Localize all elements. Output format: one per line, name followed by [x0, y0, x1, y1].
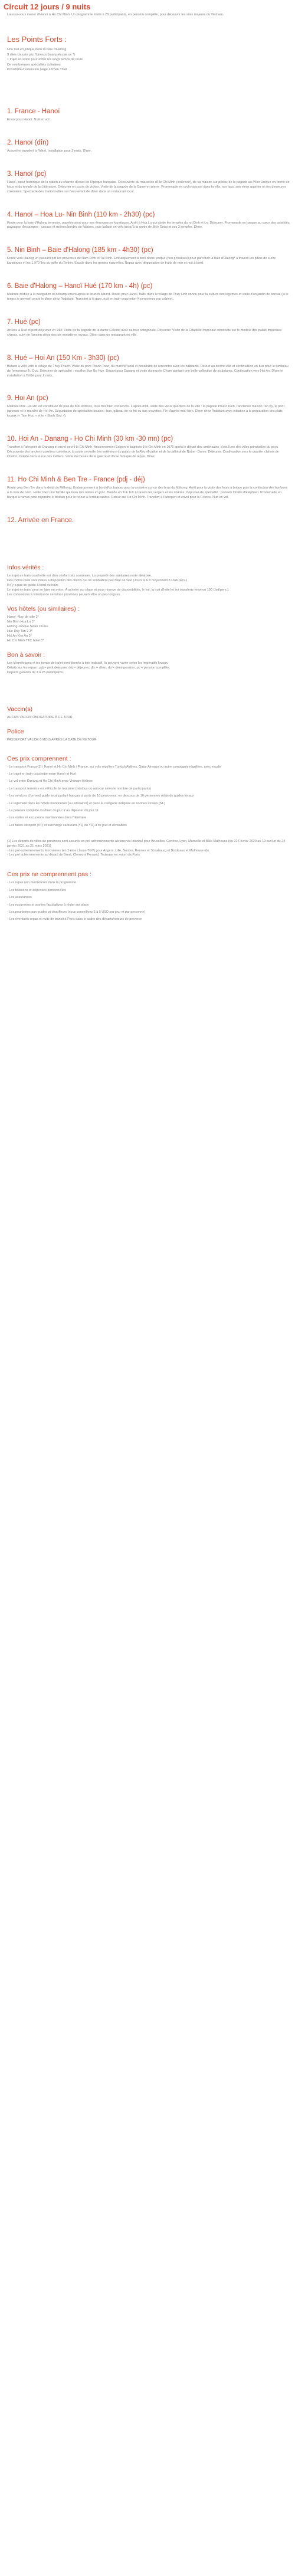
itinerary-day: [7, 247, 290, 266]
arrival-heading: 12. Arrivée en France.: [7, 516, 74, 524]
day-description: Hanoï, cœur historique de la nation au charme désuet de l'époque française. Découverte du mausolée d'Ho Chi Minh (extérieur), de sa maison sur pilotis, de la pagode au Pilier Unique en forme de lotus et du temple de la Littérature. Déjeuner en cours de visites. Visite de la pagode de la Dame en pierre. Promenade en cyclo-pousse dans la ville, ses lacs, son vieux quartier et ses demeures coloniales. Spectacle des marionnettes sur l'eau avant de dîner dans un restaurant local.: [7, 180, 290, 194]
bon-a-savoir-line: Départs garantis de 3 à 28 participants.: [7, 670, 64, 674]
itinerary-day: [7, 171, 290, 195]
prix-comprend-item: - Le transport terrestre en véhicule de tourisme (minibus ou autocar selon le nombre de participants): [7, 786, 151, 791]
infos-verites-line: Il n'y a pas de guide à bord du train.: [7, 583, 59, 587]
circuit-page: [0, 0, 295, 922]
itinerary-day: [7, 283, 290, 302]
circuit-title: Circuit 12 jours / 9 nuits: [4, 2, 91, 11]
points-forts-item: 1 trajet en avion pour éviter les longs temps de route: [7, 58, 83, 62]
points-forts-item: De nombreuses spécialités culinaires: [7, 63, 61, 67]
prix-comprend-item: - Les taxes aéroport (XT) et surcharge carburant (YQ ou YR) à ce jour et révisables: [7, 823, 127, 827]
infos-verites-line: Des motos-taxis sont mises à disposition des clients qui ne souhaitent pas faire de vélo (Jours 4 & 8 moyennant 8 Usd/ pers.): [7, 578, 188, 582]
itinerary-day: [7, 108, 290, 123]
infos-verites-line: Les connexions à Istanbul de certaines provinces peuvent être un peu longues.: [7, 592, 121, 597]
prix-comprend-item: - Les visites et excursions mentionnées dans l'itinéraire: [7, 816, 87, 820]
prix-comprend-item: - Le trajet en train-couchette entre Hanoï et Hué: [7, 772, 76, 776]
day-title: 8. Hué – Hoi An (150 Km - 3h30) (pc): [7, 354, 119, 362]
vaccin-block: [7, 706, 290, 720]
itinerary-day: [7, 476, 290, 500]
prix-ne-comprend-list: [7, 880, 290, 922]
day-description: Transfert à l'aéroport de Danang et envol pour Ho Chi Minh. Anciennement Saigon et baptisée Ho Chi Minh en 1976 après le départ des américains, c'est l'une des villes principales du pays. Découverte des anciens quartiers coloniaux, la poste centrale, les extérieurs du palais de la Réunification et de la cathédrale Notre - Dame. Déjeuner. Continuation vers le quartier chinois de Cholon, balade dans la rue des métiers. Visite du musée de la guerre et d'une fabrique de laque. Dîner.: [7, 445, 279, 458]
info-section: [7, 564, 290, 922]
itinerary-day: [7, 139, 290, 154]
hotel-item: Halong Jonque Swan Cruise: [7, 624, 48, 628]
police-block: [7, 728, 290, 742]
day-description: Envol pour Hanoï. Nuit en vol.: [7, 117, 51, 122]
prix-ne-comprend-heading: Ces prix ne comprennent pas :: [7, 871, 91, 879]
infos-verites-list: [7, 573, 290, 597]
infos-verites-line: Le trajet en train-couchette est d'un confort très sommaire. La propreté des sanitaires reste aléatoire.: [7, 573, 152, 578]
hotels-list: [7, 615, 290, 643]
points-forts-item: Possibilité d'extension plage à Phan Thiet: [7, 68, 67, 72]
itinerary-day: [7, 211, 290, 231]
prix-ne-comprend-item: - Les excursions et soirées facultatives à régler sur place: [7, 903, 89, 907]
prix-comprend-item: - Le logement dans les hôtels mentionnés (ou similaires) et dans la catégorie indiquée en normes locales (NL): [7, 801, 165, 805]
day-title: 3. Hanoï (pc): [7, 170, 47, 178]
day-title: 1. France - Hanoï: [7, 107, 60, 115]
itinerary-days: [7, 108, 290, 500]
day-description: Balade à vélo vers le village de Thuy Thanh. Visite du pont Thanh Toan, du marché local et possibilité de rencontre avec les habitants. Retour au centre-ville et continuation en bus pour le tombeau de l'empereur Tu Duc. Déjeuner de spécialité : nouilles Bun Bo Hue. Départ pour Danang et visite du musée Cham abritant une belle collection de sculptures. Continuation vers Hoi An. Dîner et installation à l'hôtel pour 2 nuits.: [7, 364, 289, 378]
day-description: Route vers Ben Tre dans le delta du Mékong. Embarquement à bord d'un bateau pour la croisière sur un des bras du Mékong. Arrêt pour la visite des fours à brique puis la confection des bonbons à la noix de coco. Halte chez une famille qui tisse des nattes en jonc. Balade en Tuk Tuk à travers les vergers et les rizières. Déjeuner de spécialité : poisson Oreille d'Eléphant. Promenade en barque à rames pour rejoindre le bateau pour le retour à l'embarcadère. Retour sur Ho Chi Minh. Transfert à l'aéroport et envol pour la France. Nuit en vol.: [7, 486, 288, 499]
prix-ne-comprend-item: - Les boissons et dépenses personnelles: [7, 888, 66, 892]
day-description: Arrivée à Hué et petit déjeuner en ville. Visite de la pagode de la dame Céleste avec sa tour octogonale. Déjeuner. Visite de la Citadelle Impériale construite sur le modèle des palais impériaux chinois, suivi de l'ancien siège des six ministères royaux. Dîner dans un restaurant en ville.: [7, 328, 282, 337]
bon-a-savoir-heading: Bon à savoir :: [7, 651, 45, 658]
itinerary-day: [7, 355, 290, 379]
itinerary-day: [7, 395, 290, 419]
circuit-intro: Laissez-vous mener d'Hanoï à Ho Chi Minh. Un programme limité à 28 participants, en pension complète, pour découvrir les sites majeurs du Vietnam.: [7, 13, 224, 17]
day-title: 2. Hanoï (dîn): [7, 139, 49, 146]
day-description: Matinée libre. Hoi An est constituée de plus de 800 édifices, tous très bien conservés. L'après-midi, visite des vieux quartiers de la ville : la pagode Phuoc Kien, l'ancienne maison Tan Ky, le pont japonais et le marché de Hoi An. Dégustation de spécialités locales : bun, gâteau de riz frit ou aux crevettes. Fin d'après-midi libre. Dîner chez l'habitant avec initiation à la préparation des plats locaux (« Tam Huu » et le « Banh Xeo »).: [7, 405, 284, 418]
prix-comprend-item: - Le transport France(1) / Hanoï et Ho Chi Minh / France, sur vols réguliers Turkish Airlines, Qatar Airways ou autre compagnie régulière, avec escale: [7, 765, 221, 769]
points-forts-item: 3 sites classés par l'Unesco (marqués par un *): [7, 53, 76, 57]
points-forts-item: Une nuit en jonque dans la baie d'Halong: [7, 48, 67, 51]
day-description: Route vers Halong en passant par les provinces de Nam Dinh et Tai Binh. Embarquement à bord d'une jonque (non privatisée) pour parcourir la baie d'Halong* à travers les pains de sucre karstiques et les 1.970 îles du golfe du Tonkin. Escale dans les grottes naturelles. Repas avec dégustation de fruits de mer et nuit à bord.: [7, 257, 276, 266]
prix-ne-comprend-item: - Les éventuels repas et nuits de transit à Paris dans le cadre des départs/retours de province: [7, 917, 142, 922]
infos-verites-block: [7, 564, 290, 597]
itinerary-day: [7, 435, 290, 460]
day-title: 10. Hoi An - Danang - Ho Chi Minh (30 km -30 mn) (pc): [7, 435, 173, 443]
points-forts-heading: Les Points Forts :: [7, 35, 67, 44]
vaccin-heading: Vaccin(s): [7, 705, 32, 713]
points-forts-list: [7, 47, 290, 73]
points-forts-section: [7, 35, 290, 73]
prix-ne-comprend-block: [7, 871, 290, 922]
vaccin-text: AUCUN VACCIN OBLIGATOIRE À CE JOUR: [7, 715, 73, 719]
day-description: Matinée dédiée à la navigation et débarquement après le brunch à bord. Route pour Hanoï, halte dans le village de Thuy Linh connu pour la culture des légumes et visite d'un jardin de bonsaï (si le temps le permet) avant le dîner chez l'habitant. Transfert à la gare, nuit en train-couchette (4 personnes par cabine).: [7, 293, 289, 301]
prix-ne-comprend-item: - Les assurances: [7, 896, 32, 900]
prix-comprend-item: - La pension complète du dîner du jour 2 au déjeuner du jour 11: [7, 808, 99, 812]
prix-comprend-item: - Le vol entre Danang et Ho Chi Minh avec Vietnam Airlines: [7, 779, 93, 784]
hotel-item: Ho Chi Minh TTC hotel 3*: [7, 638, 44, 643]
prix-ne-comprend-item: - Les repas non mentionnés dans le programme: [7, 881, 77, 885]
day-title: 6. Baie d'Halong – Hanoï Hué (170 km - 4h) (pc): [7, 283, 153, 290]
bon-a-savoir-line: Détails sur les repas : pdj = petit déjeuner, déj = déjeuner, dîn = dîner, dp = demi-pension, pc = pension complète.: [7, 666, 171, 670]
hotel-item: Hue Duy Tan 2 3*: [7, 629, 33, 633]
prix-comprend-list: [7, 765, 290, 828]
day-description: Route pour la baie d'Halong terrestre, appelée ainsi pour ses émergences karstiques. Arrêt à Hoa Lu qui abrite les temples du roi Dinh et Le. Déjeuner. Promenade en barque au cœur des paisibles paysages d'estampes : canaux et rizières bordés de falaises, puis balade en vélo jusqu'à la grotte de Bich Dong et ses 3 temples. Dîner.: [7, 221, 290, 230]
day-title: 4. Hanoï – Hoa Lu- Nin Binh (110 km - 2h30) (pc): [7, 211, 155, 218]
bon-a-savoir-block: [7, 651, 290, 675]
police-text: PASSEPORT VALIDE 6 MOIS APRÈS LA DATE DE RETOUR: [7, 738, 97, 742]
police-heading: Police: [7, 727, 24, 735]
day-title: 9. Hoi An (pc): [7, 395, 48, 402]
departure-note: (1) Les départs de villes de provinces sont assurés en pré acheminements aériens via Istanbul pour Bruxelles, Genève, Lyon, Marseille et Bâle-Mulhouse (du 02 Février 2020 au 19 avril et du 24 janvier 2021 au 21 mars 2021) - Les pré-acheminements ferroviaires (en 2 ème classe TGV) pour Angers, Lille, Nantes, Rennes et Strasbourg et Bordeaux et Mulhouse (du - Les pré acheminements au départ de Brest, Clermont Ferrand, Toulouse en avion via Paris: [7, 839, 286, 857]
prix-ne-comprend-item: - Les pourboires aux guides et chauffeurs (nous conseillons 3 à 5 USD par jour et par personne): [7, 910, 146, 914]
hotels-block: [7, 605, 290, 643]
prix-comprend-block: [7, 755, 290, 828]
prix-comprend-heading: Ces prix comprennent :: [7, 755, 71, 762]
infos-verites-heading: Infos vérités :: [7, 563, 44, 571]
bon-a-savoir-line: Les kilométrages et les temps de trajet sont donnés à titre indicatif, ils peuvent varier selon les impératifs locaux.: [7, 661, 169, 665]
hotels-heading: Vos hôtels (ou similaires) :: [7, 605, 80, 612]
hotel-item: Hoi An Kim An 3*: [7, 634, 32, 638]
hotel-item: Nin Binh Hoa Lu 3*: [7, 620, 35, 624]
day-title: 7. Hué (pc): [7, 318, 41, 326]
itinerary-day: [7, 319, 290, 338]
day-title: 5. Nin Binh – Baie d'Halong (185 km - 4h30) (pc): [7, 247, 153, 254]
hotel-item: Hanoï -May de ville 3*: [7, 615, 39, 619]
prix-comprend-item: - Les services d'un seul guide local parlant français à partir de 16 personnes, en dessous de 16 personnes relais de guides locaux: [7, 794, 194, 798]
bon-a-savoir-list: [7, 661, 290, 675]
infos-verites-line: Le trajet en train, peut se faire en avion. À acheter sur place et sous réserve de disponibilités, le vol, la nuit d'hôtel et les transferts (environ 190 Usd/pers.).: [7, 588, 230, 592]
day-title: 11. Ho Chi Minh & Ben Tre - France (pdj - déj): [7, 476, 145, 483]
day-description: Accueil et transfert à l'hôtel. Installation pour 2 nuits. Dîner.: [7, 149, 92, 153]
